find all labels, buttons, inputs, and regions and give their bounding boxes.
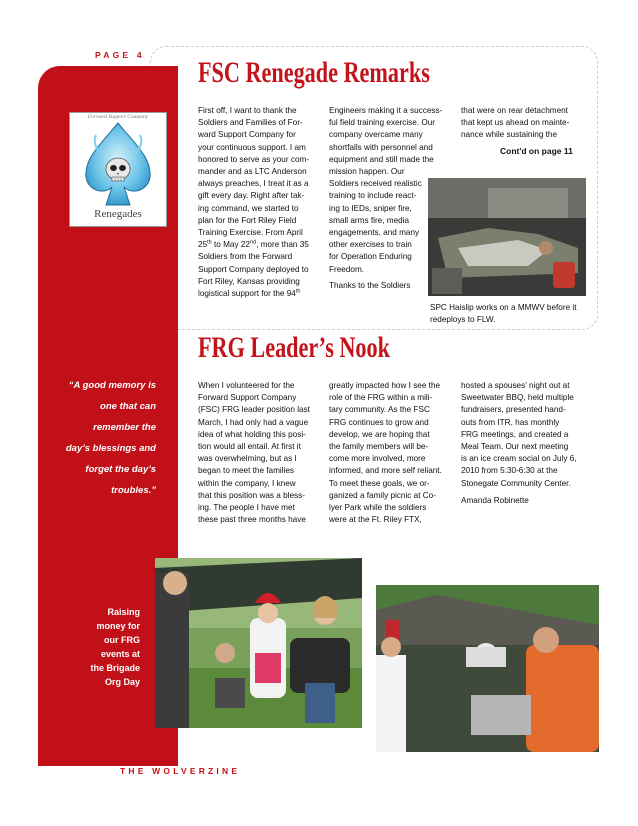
publication-name: THE WOLVERZINE	[120, 766, 241, 776]
article2-column-1: When I volunteered for the Forward Support Company (FSC) FRG leader position last March, I had only had a vague idea of what holding this posi- tion would all entail. At first it was overwhelming, but as I began to meet the families within the company, I knew that this position was a bless- ing. The people I have met these past three months have	[198, 381, 310, 525]
soldier-photo	[428, 178, 586, 296]
article2-column-3: hosted a spouses’ night out at Sweetwater BBQ, held multiple fundraisers, presented hand- outs from ITR, has monthly FRG meetings, and created a Meal Team. Our next meeting is an ice cream social on July 6, 2010 from 5:30-6:30 at the Stonegate Community Center. Amanda Robinette	[461, 380, 596, 507]
fundraiser-photo-right	[376, 585, 599, 752]
article2-column-2: greatly impacted how I see the role of the FRG within a mili- tary community. As the FSC FRG continues to grow and develop, we are hoping that the family members will be- come more involved, more informed, and more self reliant. To meet these goals, we or- ganized a family picnic at Co- lyer Park while the soldiers were at the Ft. Riley FTX,	[329, 381, 442, 525]
article1-column-3: that were on rear detachment that kept us ahead on mainte- nance while sustaining the	[461, 106, 570, 140]
article1-column-2: Engineers making it a success- ful field training exercise. Our company overcame many shortfalls with personnel and equipment and still made the mission happen. Our Soldiers received realistic training to include react- ing to IEDs, sniper fire, small arms fire, media engagements, and many other exercises to train for Operation Enduring Freedom. Thanks to the Soldiers	[329, 106, 443, 290]
article-title: FSC Renegade Remarks	[198, 56, 430, 89]
logo-top-text: Forward Support Company	[87, 114, 149, 120]
continued-link[interactable]: Cont'd on page 11	[500, 146, 573, 156]
renegades-logo	[69, 112, 167, 227]
pull-quote: “A good memory is one that can remember the day’s blessings and forget the day’s troubles.”	[65, 380, 156, 496]
article1-column-1: First off, I want to thank the Soldiers and Families of For- ward Support Company for your continuous support. I am honored to serve as your com- mander and as LTC Anderson always preaches, I treat it as a gift every day. Right after tak- ing command, we started to plan for the Fort Riley Field Training Exercise. From April 25th to May 22nd, more than 35 Soldiers from the Forward Support Company deployed to Fort Riley, Kansas providing logistical support for the 94th	[198, 106, 310, 299]
fundraiser-photo-left	[155, 558, 362, 728]
section-title: FRG Leader’s Nook	[198, 331, 390, 364]
author-signature: Amanda Robinette	[461, 495, 529, 505]
photo-side-caption: Raising money for our FRG events at the Brigade Org Day	[90, 607, 140, 687]
page-number: PAGE 4	[95, 50, 145, 60]
logo-bottom-text: Renegades	[94, 208, 142, 220]
photo-caption: SPC Haislip works on a MMWV before it redeploys to FLW.	[430, 303, 577, 324]
